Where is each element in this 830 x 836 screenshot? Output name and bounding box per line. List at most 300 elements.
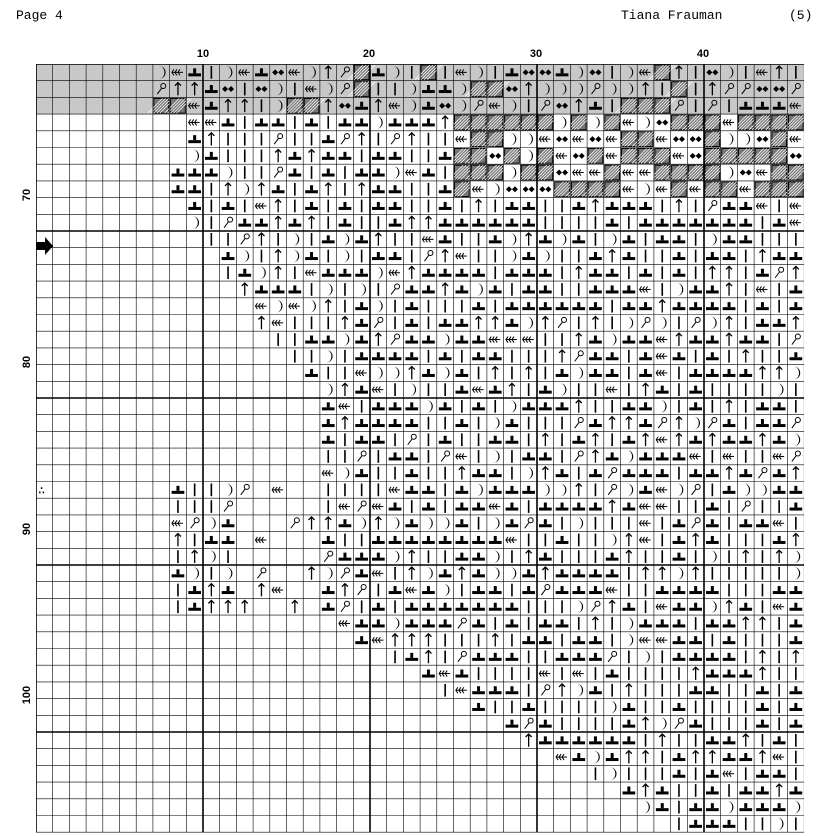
stitch-hatched-icon — [565, 115, 592, 130]
stitch-chevron-icon — [205, 119, 216, 125]
stitch-bar-icon — [773, 252, 786, 260]
stitch-line-icon — [511, 467, 513, 480]
stitch-bar-icon — [606, 452, 619, 460]
stitch-key-icon — [224, 501, 233, 512]
stitch-line-icon — [712, 634, 714, 647]
stitch-bar-icon — [322, 419, 335, 427]
stitch-bar-icon — [355, 269, 368, 277]
stitch-line-icon — [344, 300, 346, 313]
stitch-bar-icon — [706, 469, 719, 477]
stitch-bar-icon — [489, 219, 502, 227]
stitch-bar-icon — [272, 285, 285, 293]
stitch-bar-icon — [639, 452, 652, 460]
stitch-arrow-icon — [643, 717, 649, 730]
stitch-bar-icon — [773, 436, 786, 444]
stitch-line-icon — [611, 433, 613, 446]
stitch-bar-icon — [339, 202, 352, 210]
stitch-line-icon — [678, 784, 680, 797]
stitch-bar-icon — [456, 269, 469, 277]
stitch-bar-icon — [389, 419, 402, 427]
stitch-bar-icon — [172, 569, 185, 577]
stitch-bar-icon — [322, 152, 335, 160]
stitch-bar-icon — [289, 219, 302, 227]
stitch-bar-icon — [238, 219, 251, 227]
stitch-bar-icon — [422, 169, 435, 177]
stitch-line-icon — [311, 166, 313, 179]
stitch-line-icon — [745, 567, 747, 580]
stitch-line-icon — [561, 634, 563, 647]
stitch-line-icon — [261, 250, 263, 263]
stitch-line-icon — [561, 450, 563, 463]
row-number: 100 — [21, 685, 33, 705]
stitch-line-icon — [344, 433, 346, 446]
column-number: 30 — [529, 48, 543, 60]
stitch-line-icon — [561, 701, 563, 714]
stitch-moon-icon — [510, 400, 516, 413]
stitch-moon-icon — [727, 133, 733, 146]
stitch-arrow-icon — [492, 367, 498, 380]
stitch-bar-icon — [439, 219, 452, 227]
stitch-arrow-icon — [459, 567, 465, 580]
stitch-bar-icon — [739, 670, 752, 678]
stitch-bar-icon — [322, 169, 335, 177]
stitch-moon-icon — [226, 484, 232, 497]
stitch-bar-icon — [322, 269, 335, 277]
stitch-bar-icon — [539, 302, 552, 310]
stitch-bar-icon — [472, 503, 485, 511]
stitch-bar-icon — [456, 319, 469, 327]
stitch-bar-icon — [623, 235, 636, 243]
stitch-key-icon — [358, 501, 367, 512]
stitch-arrow-icon — [693, 751, 699, 764]
stitch-bar-icon — [623, 736, 636, 744]
stitch-bar-icon — [188, 169, 201, 177]
stitch-moon-icon — [593, 116, 599, 129]
stitch-key-icon — [257, 568, 266, 579]
stitch-bar-icon — [606, 269, 619, 277]
stitch-bar-icon — [739, 803, 752, 811]
stitch-key-icon — [274, 167, 283, 178]
stitch-line-icon — [478, 417, 480, 430]
stitch-line-icon — [494, 701, 496, 714]
stitch-moon-icon — [393, 517, 399, 530]
stitch-moon-icon — [794, 567, 800, 580]
stitch-arrow-icon — [759, 751, 765, 764]
stitch-moon-icon — [510, 567, 516, 580]
stitch-moon-icon — [443, 517, 449, 530]
stitch-line-icon — [645, 233, 647, 246]
stitch-line-icon — [361, 250, 363, 263]
stitch-chevron-icon — [406, 170, 417, 176]
stitch-bar-icon — [405, 519, 418, 527]
stitch-line-icon — [494, 400, 496, 413]
stitch-line-icon — [628, 266, 630, 279]
stitch-bar-icon — [456, 486, 469, 494]
stitch-line-icon — [327, 500, 329, 513]
stitch-bar-icon — [756, 302, 769, 310]
stitch-line-icon — [712, 717, 714, 730]
stitch-bar-icon — [639, 469, 652, 477]
stitch-chevron-icon — [339, 504, 350, 510]
stitch-arrow-icon — [743, 350, 749, 363]
stitch-line-icon — [294, 133, 296, 146]
stitch-bar-icon — [572, 736, 585, 744]
stitch-bar-icon — [372, 152, 385, 160]
stitch-line-icon — [294, 83, 296, 96]
stitch-bar-icon — [656, 469, 669, 477]
stitch-chevron-icon — [255, 203, 266, 209]
stitch-moon-icon — [293, 250, 299, 263]
stitch-bar-icon — [539, 720, 552, 728]
stitch-line-icon — [712, 383, 714, 396]
stitch-chevron-icon — [389, 487, 400, 493]
centre-arrow-icon — [36, 237, 54, 255]
stitch-chevron-icon — [640, 520, 651, 526]
stitch-bar-icon — [472, 402, 485, 410]
stitch-bar-icon — [539, 519, 552, 527]
stitch-line-icon — [561, 216, 563, 229]
stitch-line-icon — [745, 717, 747, 730]
stitch-chevron-icon — [656, 637, 667, 643]
stitch-bar-icon — [723, 202, 736, 210]
stitch-line-icon — [728, 701, 730, 714]
stitch-line-icon — [494, 250, 496, 263]
stitch-arrow-icon — [476, 200, 482, 213]
stitch-moon-icon — [510, 166, 516, 179]
stitch-line-icon — [762, 584, 764, 597]
stitch-bar-icon — [739, 469, 752, 477]
stitch-line-icon — [745, 317, 747, 330]
stitch-chevron-icon — [255, 303, 266, 309]
stitch-bar-icon — [389, 536, 402, 544]
stitch-moon-icon — [426, 567, 432, 580]
stitch-arrow-icon — [526, 367, 532, 380]
stitch-line-icon — [628, 584, 630, 597]
stitch-arrow-icon — [492, 634, 498, 647]
stitch-diamond-icon — [589, 136, 601, 142]
stitch-bar-icon — [706, 369, 719, 377]
stitch-line-icon — [628, 667, 630, 680]
stitch-line-icon — [511, 450, 513, 463]
stitch-bar-icon — [355, 118, 368, 126]
stitch-moon-icon — [360, 283, 366, 296]
stitch-bar-icon — [606, 553, 619, 561]
stitch-arrow-icon — [242, 600, 248, 613]
stitch-moon-icon — [209, 517, 215, 530]
stitch-hatched-icon — [582, 149, 609, 164]
stitch-arrow-icon — [676, 200, 682, 213]
stitch-bar-icon — [773, 419, 786, 427]
stitch-line-icon — [745, 400, 747, 413]
stitch-line-icon — [394, 317, 396, 330]
stitch-arrow-icon — [592, 200, 598, 213]
stitch-line-icon — [795, 383, 797, 396]
stitch-line-icon — [428, 450, 430, 463]
stitch-bar-icon — [556, 653, 569, 661]
stitch-line-icon — [311, 317, 313, 330]
stitch-moon-icon — [326, 567, 332, 580]
stitch-chevron-icon — [456, 253, 467, 259]
stitch-bar-icon — [739, 603, 752, 611]
stitch-line-icon — [361, 200, 363, 213]
stitch-arrow-icon — [542, 467, 548, 480]
stitch-arrow-icon — [626, 534, 632, 547]
stitch-line-icon — [478, 450, 480, 463]
stitch-arrow-icon — [726, 333, 732, 346]
stitch-bar-icon — [673, 235, 686, 243]
stitch-arrow-icon — [592, 617, 598, 630]
stitch-bar-icon — [539, 553, 552, 561]
stitch-bar-icon — [472, 302, 485, 310]
stitch-chevron-icon — [756, 170, 767, 176]
stitch-bar-icon — [790, 636, 803, 644]
stitch-bar-icon — [756, 786, 769, 794]
stitch-chevron-icon — [690, 186, 701, 192]
stitch-bar-icon — [305, 118, 318, 126]
stitch-line-icon — [745, 383, 747, 396]
stitch-line-icon — [628, 350, 630, 363]
stitch-diamond-icon — [690, 153, 702, 159]
stitch-bar-icon — [439, 152, 452, 160]
stitch-bar-icon — [489, 586, 502, 594]
stitch-bar-icon — [172, 169, 185, 177]
stitch-bar-icon — [706, 536, 719, 544]
stitch-chevron-icon — [489, 504, 500, 510]
stitch-bar-icon — [372, 169, 385, 177]
stitch-bar-icon — [689, 820, 702, 828]
stitch-line-icon — [394, 567, 396, 580]
stitch-bar-icon — [673, 252, 686, 260]
stitch-bar-icon — [673, 636, 686, 644]
stitch-bar-icon — [773, 219, 786, 227]
stitch-moon-icon — [510, 250, 516, 263]
stitch-line-icon — [444, 383, 446, 396]
stitch-bar-icon — [389, 219, 402, 227]
stitch-bar-icon — [339, 118, 352, 126]
stitch-line-icon — [795, 818, 797, 831]
stitch-line-icon — [494, 266, 496, 279]
stitch-chevron-icon — [489, 337, 500, 343]
stitch-chevron-icon — [189, 119, 200, 125]
stitch-bar-icon — [706, 586, 719, 594]
stitch-arrow-icon — [375, 333, 381, 346]
stitch-key-icon — [758, 468, 767, 479]
stitch-line-icon — [545, 701, 547, 714]
stitch-line-icon — [211, 66, 213, 79]
stitch-line-icon — [461, 300, 463, 313]
stitch-line-icon — [628, 517, 630, 530]
stitch-bar-icon — [422, 503, 435, 511]
stitch-moon-icon — [610, 333, 616, 346]
stitch-bar-icon — [673, 553, 686, 561]
stitch-line-icon — [561, 667, 563, 680]
stitch-line-icon — [628, 383, 630, 396]
stitch-moon-icon — [577, 684, 583, 697]
stitch-bar-icon — [790, 285, 803, 293]
stitch-bar-icon — [405, 653, 418, 661]
stitch-bar-icon — [572, 586, 585, 594]
stitch-arrow-icon — [208, 600, 214, 613]
stitch-bar-icon — [439, 235, 452, 243]
stitch-line-icon — [745, 266, 747, 279]
stitch-bar-icon — [222, 202, 235, 210]
stitch-bar-icon — [355, 319, 368, 327]
stitch-diamond-icon — [740, 170, 752, 176]
stitch-arrow-icon — [759, 367, 765, 380]
stitch-line-icon — [394, 433, 396, 446]
stitch-bar-icon — [439, 536, 452, 544]
stitch-moon-icon — [343, 233, 349, 246]
stitch-bar-icon — [489, 603, 502, 611]
stitch-chevron-icon — [606, 587, 617, 593]
stitch-line-icon — [511, 350, 513, 363]
stitch-key-icon — [575, 351, 584, 362]
stitch-arrow-icon — [258, 584, 264, 597]
stitch-line-icon — [611, 617, 613, 630]
stitch-bar-icon — [522, 269, 535, 277]
stitch-arrow-icon — [258, 317, 264, 330]
stitch-line-icon — [428, 383, 430, 396]
stitch-bar-icon — [689, 636, 702, 644]
stitch-moon-icon — [410, 383, 416, 396]
stitch-key-icon — [792, 418, 801, 429]
stitch-bar-icon — [422, 619, 435, 627]
stitch-bar-icon — [790, 486, 803, 494]
stitch-bar-icon — [472, 336, 485, 344]
stitch-chevron-icon — [656, 370, 667, 376]
stitch-bar-icon — [673, 753, 686, 761]
stitch-chevron-icon — [356, 370, 367, 376]
stitch-arrow-icon — [676, 433, 682, 446]
stitch-chevron-icon — [790, 136, 801, 142]
stitch-moon-icon — [393, 367, 399, 380]
stitch-bar-icon — [389, 118, 402, 126]
stitch-line-icon — [394, 83, 396, 96]
stitch-bar-icon — [556, 402, 569, 410]
stitch-line-icon — [762, 534, 764, 547]
stitch-line-icon — [762, 450, 764, 463]
stitch-bar-icon — [572, 202, 585, 210]
stitch-bar-icon — [472, 536, 485, 544]
stitch-moon-icon — [543, 250, 549, 263]
stitch-line-icon — [444, 417, 446, 430]
stitch-line-icon — [294, 116, 296, 129]
stitch-line-icon — [444, 684, 446, 697]
stitch-line-icon — [378, 283, 380, 296]
stitch-line-icon — [294, 350, 296, 363]
stitch-line-icon — [444, 484, 446, 497]
stitch-chevron-icon — [773, 604, 784, 610]
stitch-bar-icon — [739, 336, 752, 344]
stitch-bar-icon — [656, 786, 669, 794]
stitch-bar-icon — [489, 686, 502, 694]
stitch-moon-icon — [610, 233, 616, 246]
stitch-bar-icon — [623, 285, 636, 293]
stitch-bar-icon — [506, 419, 519, 427]
stitch-bar-icon — [205, 152, 218, 160]
stitch-line-icon — [545, 600, 547, 613]
stitch-bar-icon — [723, 369, 736, 377]
stitch-bar-icon — [706, 786, 719, 794]
stitch-bar-icon — [322, 603, 335, 611]
stitch-bar-icon — [556, 536, 569, 544]
stitch-key-icon — [241, 484, 250, 495]
stitch-moon-icon — [543, 484, 549, 497]
stitch-line-icon — [478, 233, 480, 246]
stitch-chevron-icon — [422, 236, 433, 242]
stitch-line-icon — [661, 667, 663, 680]
stitch-line-icon — [645, 684, 647, 697]
stitch-moon-icon — [610, 701, 616, 714]
stitch-bar-icon — [739, 519, 752, 527]
stitch-chevron-icon — [456, 687, 467, 693]
stitch-arrow-icon — [392, 634, 398, 647]
stitch-bar-icon — [556, 619, 569, 627]
stitch-arrow-icon — [592, 433, 598, 446]
stitch-arrow-icon — [275, 216, 281, 229]
stitch-bar-icon — [756, 803, 769, 811]
stitch-bar-icon — [355, 302, 368, 310]
stitch-key-icon — [408, 434, 417, 445]
stitch-moon-icon — [510, 233, 516, 246]
stitch-line-icon — [645, 550, 647, 563]
stitch-line-icon — [327, 200, 329, 213]
stitch-bar-icon — [589, 636, 602, 644]
stitch-bar-icon — [405, 285, 418, 293]
stitch-arrow-icon — [776, 784, 782, 797]
stitch-bar-icon — [656, 803, 669, 811]
stitch-bar-icon — [639, 486, 652, 494]
row-number: 90 — [21, 522, 33, 536]
stitch-line-icon — [411, 183, 413, 196]
stitch-bar-icon — [405, 486, 418, 494]
stitch-bar-icon — [456, 285, 469, 293]
stitch-line-icon — [745, 634, 747, 647]
stitch-chevron-icon — [539, 136, 550, 142]
stitch-bar-icon — [589, 419, 602, 427]
stitch-bar-icon — [405, 319, 418, 327]
stitch-moon-icon — [493, 517, 499, 530]
stitch-line-icon — [695, 350, 697, 363]
stitch-line-icon — [244, 150, 246, 163]
stitch-key-icon — [525, 718, 534, 729]
stitch-line-icon — [728, 99, 730, 112]
stitch-grid — [36, 64, 804, 836]
stitch-line-icon — [227, 233, 229, 246]
stitch-line-icon — [177, 600, 179, 613]
stitch-diamond-icon — [489, 153, 501, 159]
stitch-bar-icon — [522, 636, 535, 644]
stitch-arrow-icon — [659, 734, 665, 747]
stitch-bar-icon — [739, 235, 752, 243]
stitch-bar-icon — [539, 285, 552, 293]
stitch-bar-icon — [790, 686, 803, 694]
stitch-bar-icon — [456, 553, 469, 561]
stitch-line-icon — [611, 300, 613, 313]
stitch-bar-icon — [739, 436, 752, 444]
stitch-bar-icon — [689, 285, 702, 293]
stitch-line-icon — [545, 200, 547, 213]
column-number: 10 — [196, 48, 210, 60]
stitch-moon-icon — [493, 450, 499, 463]
stitch-chevron-icon — [656, 504, 667, 510]
stitch-line-icon — [294, 333, 296, 346]
stitch-moon-icon — [677, 484, 683, 497]
stitch-line-icon — [745, 584, 747, 597]
stitch-key-icon — [792, 451, 801, 462]
stitch-bar-icon — [556, 736, 569, 744]
stitch-key-icon — [391, 334, 400, 345]
